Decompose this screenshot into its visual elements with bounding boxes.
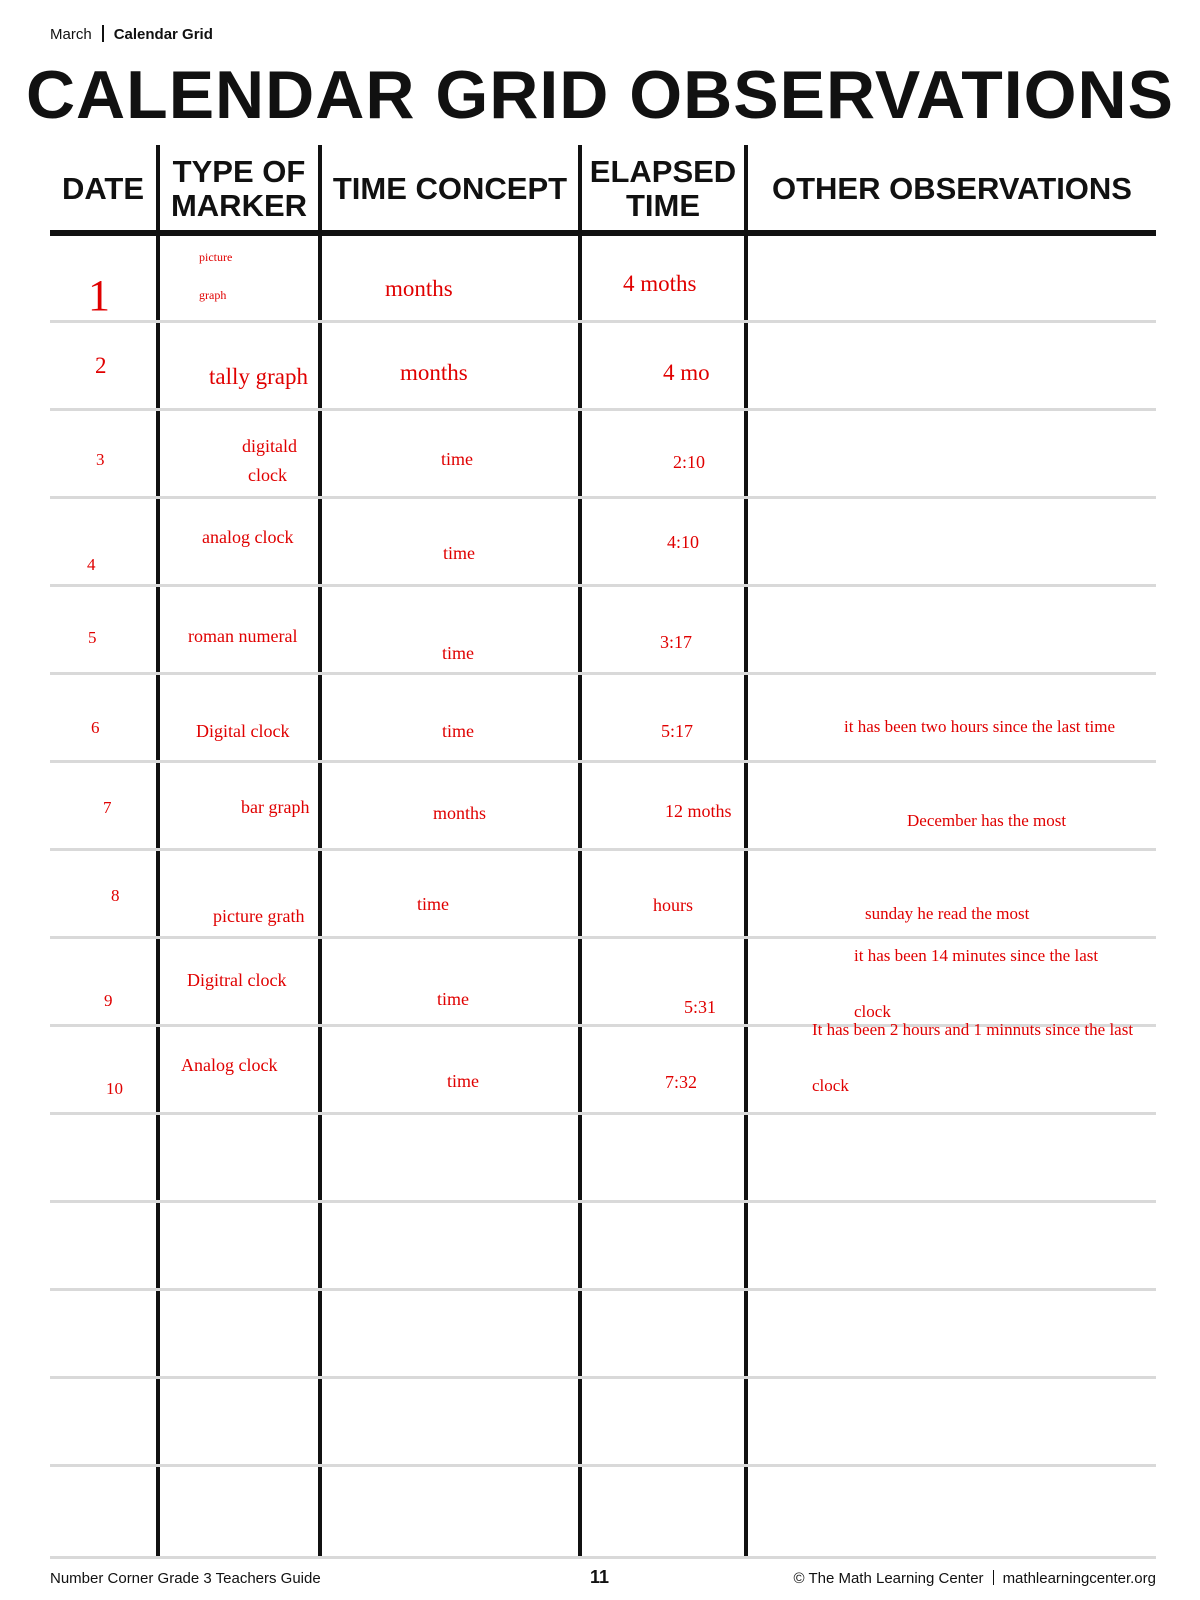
column-header-elapsed: ELAPSED TIME (589, 154, 737, 223)
entry-elapsed: 2:10 (673, 452, 706, 472)
breadcrumb-current: Calendar Grid (113, 26, 213, 43)
row-divider (50, 584, 1156, 587)
column-header-date: DATE (61, 171, 145, 206)
entry-concept: time (447, 1071, 479, 1091)
entry-date: 9 (104, 991, 113, 1010)
column-header-other: OTHER OBSERVATIONS (772, 171, 1132, 206)
breadcrumb-section: March (50, 26, 92, 43)
row-divider (50, 1464, 1156, 1467)
footer-copyright (794, 1570, 1157, 1587)
row-divider (50, 1112, 1156, 1115)
entry-concept: time (417, 894, 449, 914)
entry-concept: months (385, 276, 453, 301)
entry-observation: sunday he read the most (865, 904, 1030, 923)
entry-elapsed: 7:32 (665, 1072, 698, 1092)
row-divider (50, 1288, 1156, 1291)
entry-marker: picture grath (213, 906, 305, 926)
entry-concept: months (433, 803, 487, 823)
entry-marker: graph (199, 288, 227, 302)
row-divider (50, 848, 1156, 851)
entry-concept: time (441, 449, 473, 469)
entry-date: 10 (106, 1079, 123, 1098)
entry-observation: it has been two hours since the last time (844, 717, 1115, 736)
row-divider (50, 1200, 1156, 1203)
page-title: CALENDAR GRID OBSERVATIONS (25, 57, 1175, 133)
entry-marker: Analog clock (181, 1055, 278, 1075)
entry-concept: time (442, 643, 474, 663)
column-divider (318, 145, 322, 1558)
footer-divider (993, 1570, 994, 1585)
entry-observation: December has the most (907, 811, 1067, 830)
entry-date: 4 (87, 555, 96, 574)
entry-elapsed: 5:17 (661, 721, 694, 741)
entry-marker: Digital clock (196, 721, 290, 741)
entry-marker: roman numeral (188, 626, 298, 646)
entry-date: 6 (91, 718, 100, 737)
entry-marker: picture (199, 250, 233, 264)
entry-marker: analog clock (202, 527, 294, 547)
page-number: 11 (590, 1567, 610, 1587)
entry-marker: digitald (242, 436, 297, 456)
breadcrumb (50, 25, 213, 43)
entry-observation: it has been 14 minutes since the last (854, 946, 1099, 965)
entry-concept: time (437, 989, 469, 1009)
entry-observation: It has been 2 hours and 1 minnuts since the last (812, 1020, 1134, 1039)
footer-book-title: Number Corner Grade 3 Teachers Guide (50, 1570, 321, 1587)
entry-date: 7 (103, 798, 112, 817)
breadcrumb-divider (102, 25, 104, 42)
column-divider (156, 145, 160, 1558)
entry-date: 1 (88, 271, 110, 320)
column-divider (578, 145, 582, 1558)
row-divider (50, 496, 1156, 499)
entry-concept: months (400, 360, 468, 385)
entry-date: 8 (111, 886, 120, 905)
entry-marker: clock (248, 465, 287, 485)
entry-date: 5 (88, 628, 97, 647)
entry-concept: time (443, 543, 475, 563)
row-divider (50, 672, 1156, 675)
row-divider (50, 320, 1156, 323)
row-divider (50, 936, 1156, 939)
entry-marker: Digitral clock (187, 970, 287, 990)
header-rule (50, 230, 1156, 236)
row-divider (50, 760, 1156, 763)
table-bottom-line (50, 1556, 1156, 1559)
entry-elapsed: 3:17 (660, 632, 693, 652)
column-divider (744, 145, 748, 1558)
column-header-concept: TIME CONCEPT (332, 171, 568, 206)
column-header-marker: TYPE OF MARKER (170, 154, 308, 223)
entry-elapsed: 4 moths (623, 271, 697, 296)
entry-elapsed: 12 moths (665, 801, 732, 821)
row-divider (50, 408, 1156, 411)
entry-date: 2 (95, 353, 107, 378)
entry-elapsed: 5:31 (684, 997, 717, 1017)
entry-elapsed: 4 mo (663, 360, 710, 385)
footer-site: mathlearningcenter.org (1002, 1570, 1156, 1587)
entry-concept: time (442, 721, 474, 741)
entry-date: 3 (96, 450, 105, 469)
entry-marker: tally graph (209, 364, 308, 389)
entry-elapsed: 4:10 (667, 532, 700, 552)
entry-observation: clock (854, 1002, 891, 1021)
entry-marker: bar graph (241, 797, 310, 817)
row-divider (50, 1376, 1156, 1379)
entry-elapsed: hours (653, 895, 693, 915)
copyright-text: © The Math Learning Center (793, 1570, 984, 1587)
entry-observation: clock (812, 1076, 849, 1095)
